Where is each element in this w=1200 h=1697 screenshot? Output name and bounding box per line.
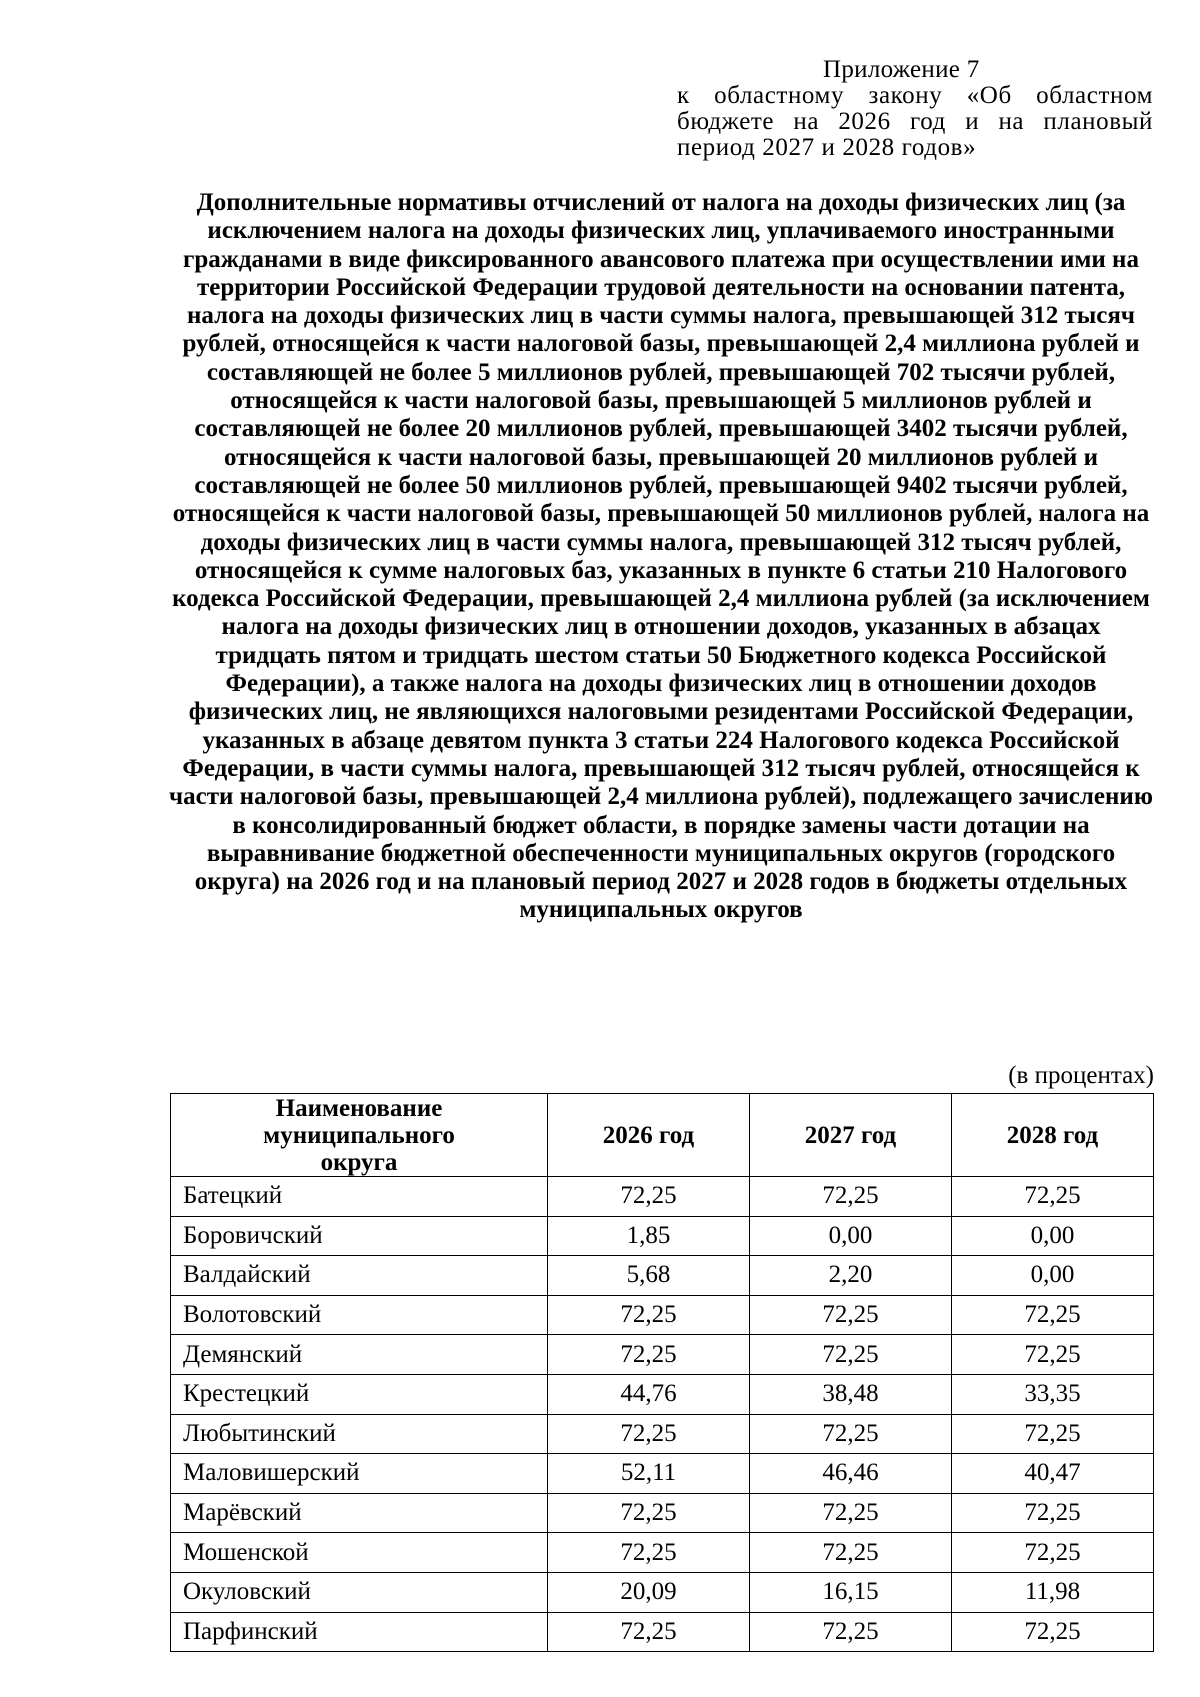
table-row (171, 1572, 1154, 1612)
value-2026-cell: 44,76 (548, 1374, 750, 1414)
value-2027-cell: 72,25 (750, 1493, 952, 1533)
value-2026-cell: 5,68 (548, 1256, 750, 1296)
value-2028-cell: 72,25 (952, 1533, 1154, 1573)
value-2026-cell: 52,11 (548, 1454, 750, 1494)
value-2026-cell: 72,25 (548, 1493, 750, 1533)
table-row (171, 1493, 1154, 1533)
annex-title: Приложение 7 (823, 56, 980, 83)
value-2027-cell: 72,25 (750, 1335, 952, 1375)
value-2027-cell: 72,25 (750, 1177, 952, 1217)
value-2028-cell: 72,25 (952, 1295, 1154, 1335)
annex-reference: к областному закону «Об областном бюджете на 2026 год и на плановый период 2027 и 2028 годов» (677, 82, 1153, 161)
header-name (171, 1094, 548, 1177)
district-name-cell: Марёвский (171, 1493, 548, 1533)
table-row (171, 1414, 1154, 1454)
district-name-cell: Демянский (171, 1335, 548, 1375)
district-name-cell: Валдайский (171, 1256, 548, 1296)
header-2026: 2026 год (548, 1094, 750, 1177)
table-row (171, 1256, 1154, 1296)
district-name-cell: Боровичский (171, 1216, 548, 1256)
value-2026-cell: 20,09 (548, 1572, 750, 1612)
table-row (171, 1454, 1154, 1494)
annex-header (677, 57, 1153, 161)
value-2028-cell: 72,25 (952, 1177, 1154, 1217)
value-2028-cell: 11,98 (952, 1572, 1154, 1612)
table-row (171, 1295, 1154, 1335)
table-row (171, 1612, 1154, 1652)
table-row (171, 1177, 1154, 1217)
district-name-cell: Батецкий (171, 1177, 548, 1217)
value-2027-cell: 46,46 (750, 1454, 952, 1494)
value-2026-cell: 72,25 (548, 1612, 750, 1652)
value-2028-cell: 0,00 (952, 1216, 1154, 1256)
district-name-cell: Волотовский (171, 1295, 548, 1335)
table-header-row (171, 1094, 1154, 1177)
value-2027-cell: 0,00 (750, 1216, 952, 1256)
table-row (171, 1374, 1154, 1414)
value-2026-cell: 72,25 (548, 1295, 750, 1335)
units-label: (в процентах) (1008, 1062, 1154, 1089)
table-row (171, 1216, 1154, 1256)
district-name-cell: Маловишерский (171, 1454, 548, 1494)
value-2027-cell: 72,25 (750, 1295, 952, 1335)
value-2026-cell: 72,25 (548, 1177, 750, 1217)
district-name-cell: Мошенской (171, 1533, 548, 1573)
document-title: Дополнительные нормативы отчислений от налога на доходы физических лиц (за исключением налога на доходы физических лиц, уплачиваемого иностранными гражданами в виде фиксированного авансового платежа при осуществлении ими на территории Российской Федерации трудовой деятельности на основании патента, налога на доходы физических лиц в части суммы налога, превышающей 312 тысяч рублей, относящейся к части налоговой базы, превышающей 2,4 миллиона рублей и составляющей не более 5 миллионов рублей, превышающей 702 тысячи рублей, относящейся к части налоговой базы, превышающей 5 миллионов рублей и составляющей не более 20 миллионов рублей, превышающей 3402 тысячи рублей, относящейся к части налоговой базы, превышающей 20 миллионов рублей и составляющей не более 50 миллионов рублей, превышающей 9402 тысячи рублей, относящейся к части налоговой базы, превышающей 50 миллионов рублей, налога на доходы физических лиц в части суммы налога, превышающей 312 тысяч рублей, относящейся к сумме налоговых баз, указанных в пункте 6 статьи 210 Налогового кодекса Российской Федерации, превышающей 2,4 миллиона рублей (за исключением налога на доходы физических лиц в отношении доходов, указанных в абзацах тридцать пятом и тридцать шестом статьи 50 Бюджетного кодекса Российской Федерации), а также налога на доходы физических лиц в отношении доходов физических лиц, не являющихся налоговыми резидентами Российской Федерации, указанных в абзаце девятом пункта 3 статьи 224 Налогового кодекса Российской Федерации, в части суммы налога, превышающей 312 тысяч рублей, относящейся к части налоговой базы, превышающей 2,4 миллиона рублей), подлежащего зачислению в консолидированный бюджет области, в порядке замены части дотации на выравнивание бюджетной обеспеченности муниципальных округов (городского округа) на 2026 год и на плановый период 2027 и 2028 годов в бюджеты отдельных муниципальных округов (169, 189, 1153, 924)
value-2026-cell: 1,85 (548, 1216, 750, 1256)
value-2026-cell: 72,25 (548, 1533, 750, 1573)
value-2028-cell: 33,35 (952, 1374, 1154, 1414)
value-2028-cell: 72,25 (952, 1335, 1154, 1375)
table-body (171, 1177, 1154, 1652)
value-2027-cell: 72,25 (750, 1414, 952, 1454)
value-2027-cell: 38,48 (750, 1374, 952, 1414)
value-2027-cell: 72,25 (750, 1612, 952, 1652)
value-2026-cell: 72,25 (548, 1335, 750, 1375)
value-2027-cell: 72,25 (750, 1533, 952, 1573)
district-name-cell: Любытинский (171, 1414, 548, 1454)
table-row (171, 1335, 1154, 1375)
district-name-cell: Парфинский (171, 1612, 548, 1652)
value-2028-cell: 40,47 (952, 1454, 1154, 1494)
header-2027: 2027 год (750, 1094, 952, 1177)
district-name-cell: Крестецкий (171, 1374, 548, 1414)
value-2028-cell: 72,25 (952, 1493, 1154, 1533)
table-row (171, 1533, 1154, 1573)
value-2028-cell: 72,25 (952, 1414, 1154, 1454)
value-2027-cell: 2,20 (750, 1256, 952, 1296)
header-name-text: Наименование муниципального округа (263, 1094, 455, 1176)
value-2027-cell: 16,15 (750, 1572, 952, 1612)
value-2026-cell: 72,25 (548, 1414, 750, 1454)
rates-table (170, 1093, 1154, 1652)
header-2028: 2028 год (952, 1094, 1154, 1177)
value-2028-cell: 0,00 (952, 1256, 1154, 1296)
district-name-cell: Окуловский (171, 1572, 548, 1612)
value-2028-cell: 72,25 (952, 1612, 1154, 1652)
